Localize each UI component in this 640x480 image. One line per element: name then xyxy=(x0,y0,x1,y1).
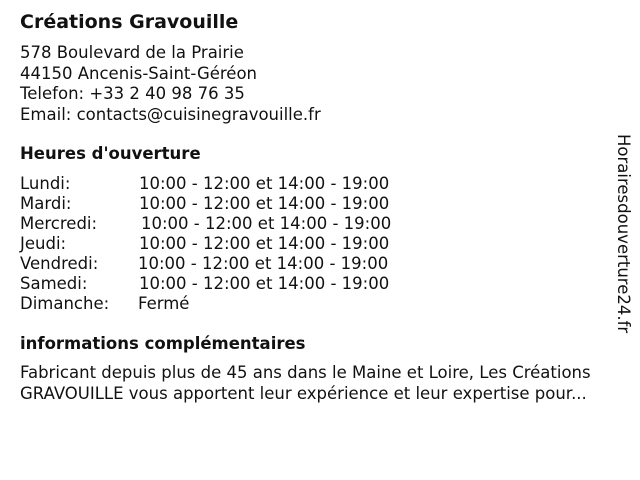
time-value: 10:00 - 12:00 et 14:00 - 19:00 xyxy=(138,254,389,273)
time-value: 10:00 - 12:00 et 14:00 - 19:00 xyxy=(141,214,392,233)
day-label: Mardi: xyxy=(20,194,72,213)
business-name: Créations Gravouille xyxy=(20,11,239,33)
time-value: Fermé xyxy=(138,294,190,313)
time-value: 10:00 - 12:00 et 14:00 - 19:00 xyxy=(139,174,390,193)
additional-info-text xyxy=(20,363,630,404)
day-label: Dimanche: xyxy=(20,294,110,313)
day-label: Lundi: xyxy=(20,174,71,193)
email-address: Email: contacts@cuisinegravouille.fr xyxy=(20,104,321,124)
day-label: Vendredi: xyxy=(20,254,99,273)
day-label: Mercredi: xyxy=(20,214,98,233)
opening-hours-heading: Heures d'ouverture xyxy=(20,144,201,163)
description-line-1: Fabricant depuis plus de 45 ans dans le Maine et Loire, Les Créations xyxy=(20,363,591,382)
description-line-2: GRAVOUILLE vous apportent leur expérience et leur expertise pour... xyxy=(20,383,587,403)
day-label: Jeudi: xyxy=(20,234,67,253)
site-watermark: Horairesdouverture24.fr xyxy=(614,134,633,334)
address-line-2: 44150 Ancenis-Saint-Géréon xyxy=(20,63,258,83)
contact-block xyxy=(20,43,321,125)
additional-info-heading: informations complémentaires xyxy=(20,334,306,353)
address-line-1: 578 Boulevard de la Prairie xyxy=(20,43,244,62)
day-label: Samedi: xyxy=(20,274,88,293)
phone-number: Telefon: +33 2 40 98 76 35 xyxy=(20,84,245,103)
time-value: 10:00 - 12:00 et 14:00 - 19:00 xyxy=(139,274,390,293)
time-value: 10:00 - 12:00 et 14:00 - 19:00 xyxy=(139,234,390,253)
time-value: 10:00 - 12:00 et 14:00 - 19:00 xyxy=(139,194,390,213)
